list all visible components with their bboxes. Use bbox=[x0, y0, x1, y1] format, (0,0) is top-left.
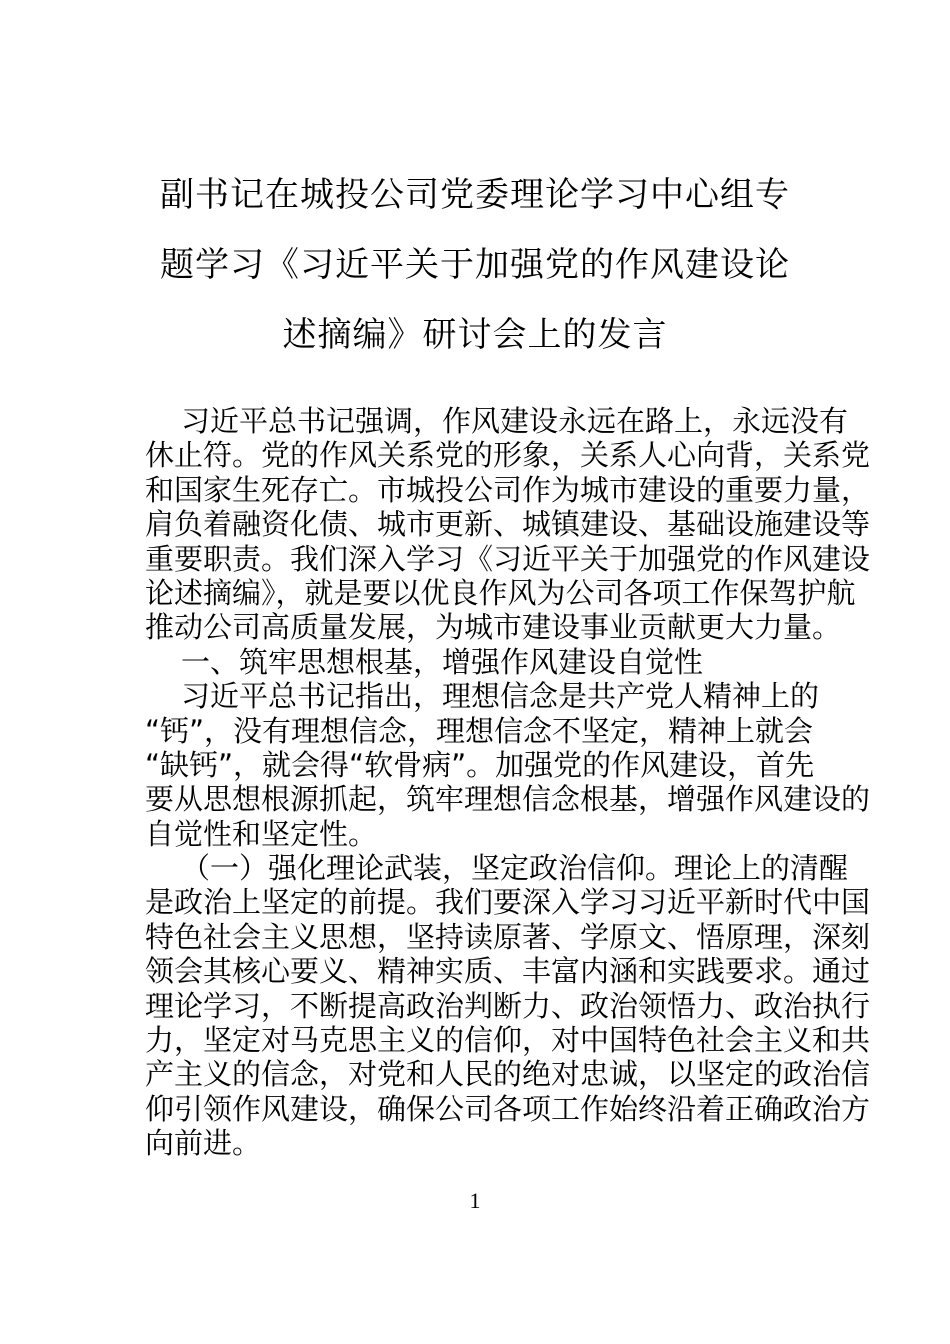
text-line: 习近平总书记指出，理想信念是共产党人精神上的 bbox=[181, 679, 820, 714]
text-line: 向前进。 bbox=[145, 1126, 262, 1161]
text-line: 和国家生死存亡。市城投公司作为城市建设的重要力量， bbox=[145, 472, 871, 507]
paragraph bbox=[145, 851, 871, 1161]
text-line: 要从思想根源抓起，筑牢理想信念根基，增强作风建设的 bbox=[145, 782, 871, 817]
title-line: 副书记在城投公司党委理论学习中心组专 bbox=[160, 175, 790, 215]
title-line: 题学习《习近平关于加强党的作风建设论 bbox=[160, 245, 790, 285]
text-line: 一、筑牢思想根基，增强作风建设自觉性 bbox=[181, 644, 704, 679]
text-line: 论述摘编》，就是要以优良作风为公司各项工作保驾护航 bbox=[145, 575, 856, 610]
text-line: 是政治上坚定的前提。我们要深入学习习近平新时代中国 bbox=[145, 885, 871, 920]
text-line: 休止符。党的作风关系党的形象，关系人心向背，关系党 bbox=[145, 438, 871, 473]
text-line: 领会其核心要义、精神实质、丰富内涵和实践要求。通过 bbox=[145, 954, 871, 989]
text-line: 习近平总书记强调，作风建设永远在路上，永远没有 bbox=[181, 404, 849, 438]
text-line: 仰引领作风建设，确保公司各项工作始终沿着正确政治方 bbox=[145, 1091, 871, 1126]
paragraph bbox=[145, 679, 871, 851]
text-line: 特色社会主义思想，坚持读原著、学原文、悟原理，深刻 bbox=[145, 919, 871, 954]
document-title bbox=[0, 160, 950, 370]
section-heading bbox=[145, 645, 807, 679]
document-body bbox=[145, 404, 871, 1161]
text-line: 重要职责。我们深入学习《习近平关于加强党的作风建设 bbox=[145, 541, 871, 576]
text-line: （一）强化理论武装，坚定政治信仰。理论上的清醒 bbox=[181, 851, 849, 886]
text-line: 产主义的信念，对党和人民的绝对忠诚，以坚定的政治信 bbox=[145, 1057, 871, 1092]
text-line: 肩负着融资化债、城市更新、城镇建设、基础设施建设等 bbox=[145, 507, 871, 542]
text-line: “钙”，没有理想信念，理想信念不坚定，精神上就会 bbox=[145, 713, 814, 748]
text-line: “缺钙”，就会得“软骨病”。加强党的作风建设，首先 bbox=[145, 747, 815, 782]
text-line: 力，坚定对马克思主义的信仰，对中国特色社会主义和共 bbox=[145, 1023, 871, 1058]
title-line: 述摘编》研讨会上的发言 bbox=[282, 315, 668, 355]
text-line: 理论学习，不断提高政治判断力、政治领悟力、政治执行 bbox=[145, 988, 871, 1023]
paragraph bbox=[145, 404, 871, 645]
text-line: 推动公司高质量发展，为城市建设事业贡献更大力量。 bbox=[145, 610, 842, 645]
page-number: 1 bbox=[469, 1188, 481, 1213]
text-line: 自觉性和坚定性。 bbox=[145, 816, 378, 851]
